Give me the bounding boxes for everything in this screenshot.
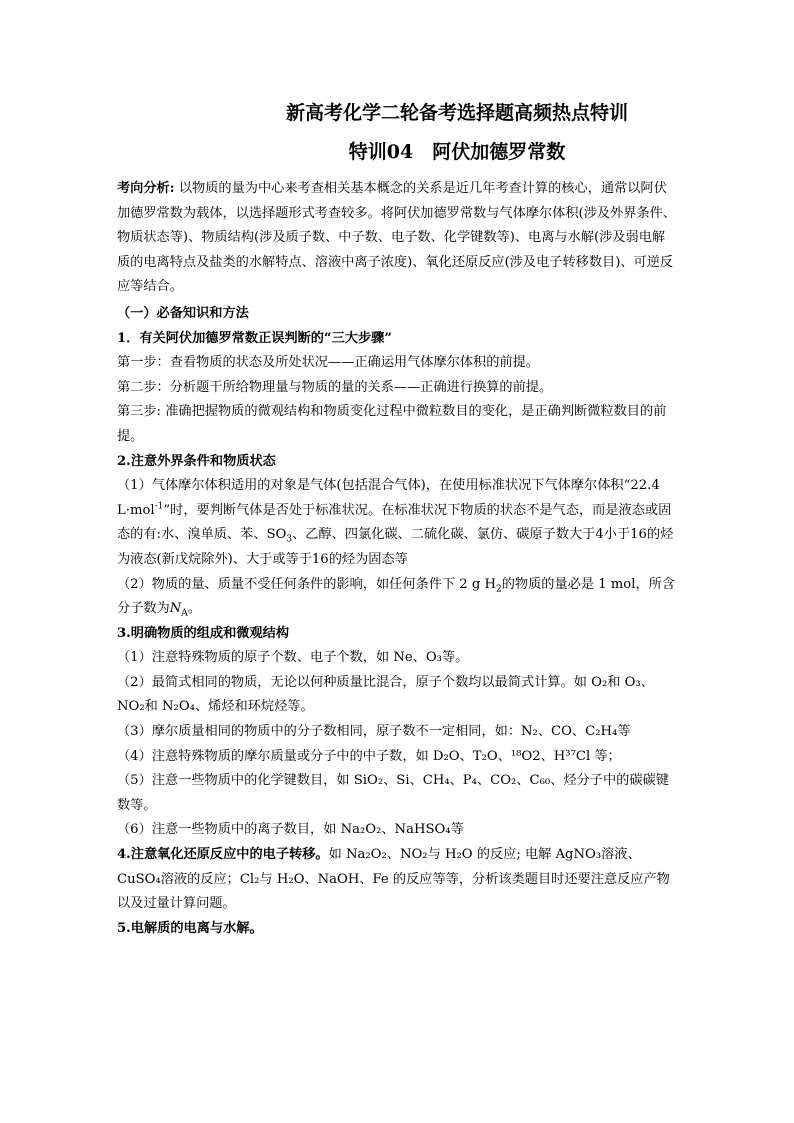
analysis-text: 以物质的量为中心来考查相关基本概念的关系是近几年考查计算的核心，通常以阿伏加德罗常数为载体，以选择题形式考查较多。将阿伏加德罗常数与气体摩尔体积(涉及外界条件、物质状态等)、物质结构(涉及质子数、中子数、电子数、化学键数等)、电离与水解(涉及弱电解质的电离特点及盐类的水解特点、溶液中离子浓度)、氧化还原反应(涉及电子转移数目)、可逆反应等结合。 [117,181,677,295]
paragraph-2-1: （1）气体摩尔体积适用的对象是气体(包括混合气体)，在使用标准状况下气体摩尔体积“22.4 L·mol$^{-1}$”时，要判断气体是否处于标准状况。在标准状况下物质的状态不是气态，而是液态或固态的有:水、溴单质、苯、$SO_3$、乙醇、四氯化碳、二硫化碳、氯仿、碳原子数大于4小于16的烃为液态(新戊烷除外)、大于或等于16的烃为固态等 [117,478,674,567]
step-2: 第二步：分析题干所给物理量与物质的量的关系——正确进行换算的前提。 [117,379,553,395]
heading-4: 4.注意氧化还原反应中的电子转移。 [117,847,329,863]
paragraph-3-1: （1）注意特殊物质的原子个数、电子个数，如 Ne、O₃等。 [117,650,469,666]
step-1: 第一步：查看物质的状态及所处状况——正确运用气体摩尔体积的前提。 [117,355,539,371]
paragraph-3-5: （5）注意一些物质中的化学键数目，如 SiO₂、Si、CH₄、P₄、CO₂、C₆₀、烃分子中的碳碳键数等。 [117,773,669,813]
section-heading: （一）必备知识和方法 [117,305,249,321]
document-title: 新高考化学二轮备考选择题高频热点特训 [285,102,628,124]
paragraph-3-2: （2）最简式相同的物质，无论以何种质量比混合，原子个数均以最简式计算。如 O₂和 O₃、NO₂和 N₂O₄、烯烃和环烷烃等。 [117,674,654,715]
paragraph-3-3: （3）摩尔质量相同的物质中的分子数相同，原子数不一定相同，如：N₂、CO、C₂H₄等 [117,724,631,740]
document-body [117,177,677,941]
analysis-label: 考向分析: [117,181,175,196]
paragraph-4: 4.注意氧化还原反应中的电子转移。如 Na₂O₂、NO₂与 H₂O 的反应; 电解 AgNO₃溶液、CuSO₄溶液的反应；Cl₂与 H₂O、NaOH、Fe 的反应等等，分析该类题目时还要注意反应产物以及过量计算问题。 [117,847,670,912]
paragraph-3-4: （4）注意特殊物质的摩尔质量或分子中的中子数，如 D₂O、T₂O、¹⁸O2、H³⁷Cl 等； [117,748,621,764]
paragraph-2-2: （2）物质的量、质量不受任何条件的影响，如任何条件下 2 g $H_2$的物质的量必是 1 mol，所含分子数为$N_A$。 [117,576,676,619]
document-subtitle: 特训04 阿伏加德罗常数 [348,141,566,163]
paragraph-3-6: （6）注意一些物质中的离子数目，如 Na₂O₂、NaHSO₄等 [117,822,464,838]
heading-2: 2.注意外界条件和物质状态 [117,453,276,469]
step-3: 第三步: 准确把握物质的微观结构和物质变化过程中微粒数目的变化，是正确判断微粒数目的前提。 [117,404,667,444]
heading-3: 3.明确物质的组成和微观结构 [117,625,290,641]
heading-1: 1．有关阿伏加德罗常数正误判断的“三大步骤” [117,330,392,346]
analysis-paragraph [117,177,677,300]
heading-5: 5.电解质的电离与水解。 [117,920,263,936]
